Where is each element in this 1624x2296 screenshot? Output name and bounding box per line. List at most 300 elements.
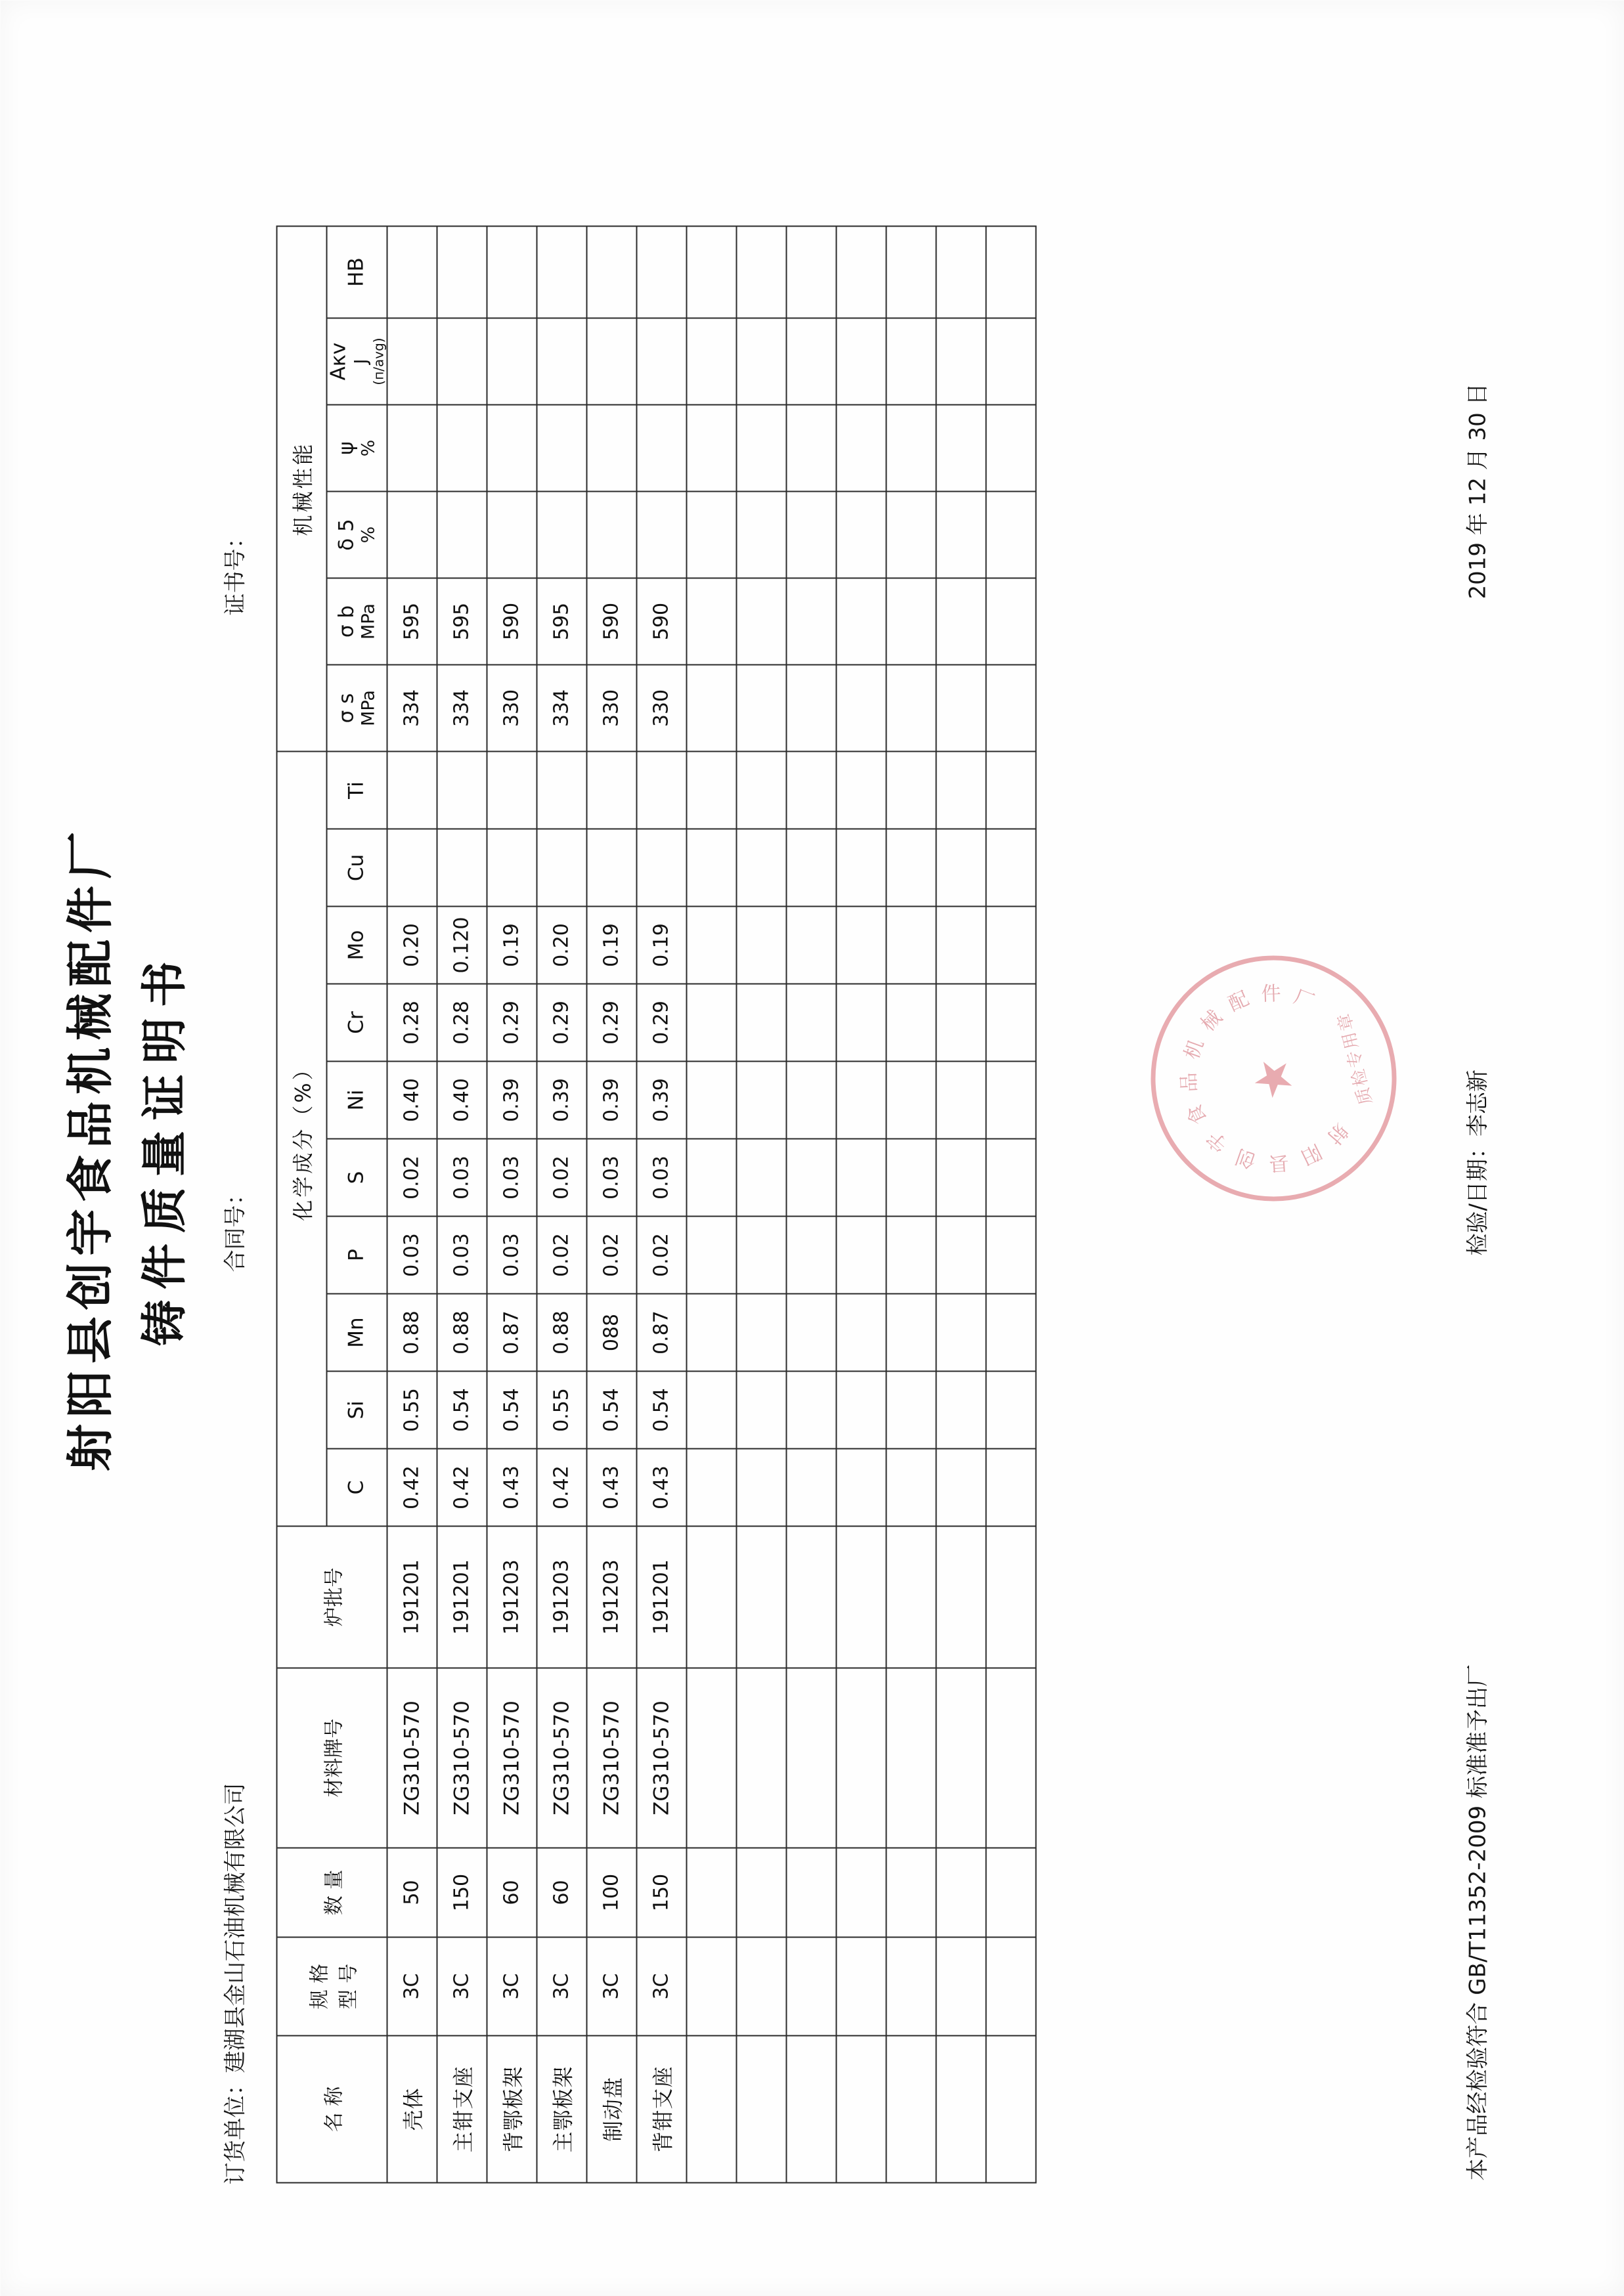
cell-cu [836, 829, 886, 906]
seal-ring-char: 射 [1321, 1118, 1353, 1149]
cell-si [836, 1371, 886, 1448]
cell-hb [786, 226, 836, 318]
cell-spec [836, 1937, 886, 2035]
cell-spec [986, 1937, 1036, 2035]
cell-heat [936, 1526, 986, 1668]
inspector-name: 李志新 [1464, 1069, 1491, 1137]
cell-cu [886, 829, 936, 906]
seal-star-icon: ★ [1242, 1050, 1305, 1106]
cell-mo [786, 906, 836, 984]
cell-qty: 100 [586, 1848, 636, 1937]
table-row [786, 226, 836, 2182]
page-title: 铸件质量证明书 [137, 950, 191, 1346]
cell-psi [736, 404, 786, 491]
cell-material: ZG310-570 [636, 1668, 686, 1848]
group-header-mechanical: 机械性能 [276, 226, 326, 751]
cell-p [836, 1216, 886, 1293]
cell-mo: 0.19 [487, 906, 537, 984]
table-row [986, 226, 1036, 2182]
cell-c: 0.43 [487, 1448, 537, 1526]
cell-ni: 0.40 [387, 1061, 437, 1138]
cell-qty [686, 1848, 736, 1937]
cell-p: 0.02 [537, 1216, 586, 1293]
cell-name [936, 2035, 986, 2182]
table-row [936, 226, 986, 2182]
col-header-akv [326, 318, 387, 404]
cell-hb [686, 226, 736, 318]
seal-ring-char: 创 [1232, 1143, 1259, 1172]
cell-c [786, 1448, 836, 1526]
seal-ring-char: 食 [1182, 1100, 1212, 1129]
cell-mn: 0.88 [437, 1293, 487, 1371]
cell-mn: 0.88 [387, 1293, 437, 1371]
cell-mn: 088 [586, 1293, 636, 1371]
seal-ring-char: 阳 [1296, 1138, 1325, 1169]
col-header-name: 名 称 [276, 2035, 387, 2182]
cell-mo [886, 906, 936, 984]
table-row [586, 226, 636, 2182]
cell-name [986, 2035, 1036, 2182]
cell-hb [836, 226, 886, 318]
cell-ti [986, 751, 1036, 829]
cell-cr [686, 984, 736, 1061]
cell-akv [537, 318, 586, 404]
cell-hb [986, 226, 1036, 318]
col-header-akv-unit: J [350, 358, 371, 364]
company-title: 射阳县创宇食品机械配件厂 [62, 825, 118, 1471]
cell-c: 0.42 [387, 1448, 437, 1526]
cell-delta5 [786, 491, 836, 578]
col-header-akv-note: (п/avg) [370, 337, 386, 385]
table-row [387, 226, 437, 2182]
cell-p: 0.02 [636, 1216, 686, 1293]
cell-ni [786, 1061, 836, 1138]
cell-material [736, 1668, 786, 1848]
table-row [437, 226, 487, 2182]
cell-name: 主鄂板架 [537, 2035, 586, 2182]
col-header-material: 材料牌号 [276, 1668, 387, 1848]
cell-sigma-s: 334 [437, 664, 487, 751]
cell-spec [936, 1937, 986, 2035]
seal-ring-char: 机 [1179, 1035, 1208, 1062]
cell-qty [836, 1848, 886, 1937]
certificate-field [217, 526, 249, 615]
col-header-mn: Mn [326, 1293, 387, 1371]
table-row [836, 226, 886, 2182]
cell-ni [736, 1061, 786, 1138]
cell-ti [387, 751, 437, 829]
cell-cu [537, 829, 586, 906]
cell-mn: 0.87 [636, 1293, 686, 1371]
col-header-qty: 数 量 [276, 1848, 387, 1937]
col-header-c: C [326, 1448, 387, 1526]
cell-delta5 [586, 491, 636, 578]
cell-cr [736, 984, 786, 1061]
cell-hb [736, 226, 786, 318]
company-seal-stamp [1124, 929, 1422, 1226]
cell-s [786, 1138, 836, 1216]
cell-ni [886, 1061, 936, 1138]
standard-statement: 本产品经检验符合 GB/T11352-2009 标准准予出厂 [1464, 1664, 1491, 2180]
cell-cr: 0.28 [387, 984, 437, 1061]
cell-s [686, 1138, 736, 1216]
cell-ti [886, 751, 936, 829]
seal-ring-char: 县 [1267, 1150, 1289, 1175]
cell-akv [936, 318, 986, 404]
col-header-p: P [326, 1216, 387, 1293]
cell-ti [736, 751, 786, 829]
cell-hb [537, 226, 586, 318]
cell-ti [786, 751, 836, 829]
col-header-akv-symbol: Aκv [326, 342, 350, 380]
title-block [60, 0, 192, 2296]
cell-name: 制动盘 [586, 2035, 636, 2182]
cell-mo: 0.19 [586, 906, 636, 984]
cell-qty: 50 [387, 1848, 437, 1937]
contract-label: 合同号： [222, 1182, 248, 1272]
cell-s: 0.03 [586, 1138, 636, 1216]
col-header-ni: Ni [326, 1061, 387, 1138]
col-header-delta5 [326, 491, 387, 578]
cell-cu [686, 829, 736, 906]
customer-label: 订货单位： [222, 2073, 248, 2184]
col-header-spec-line2: 型 号 [336, 1963, 360, 2009]
cell-akv [387, 318, 437, 404]
cell-cr: 0.29 [636, 984, 686, 1061]
cell-mn [936, 1293, 986, 1371]
seal-ring-text [1130, 935, 1416, 1221]
cell-heat [886, 1526, 936, 1668]
cell-ti [586, 751, 636, 829]
cell-heat: 191203 [586, 1526, 636, 1668]
table-head [276, 226, 387, 2182]
table-body [387, 226, 1036, 2182]
contract-field [217, 1182, 249, 1272]
cell-material [886, 1668, 936, 1848]
cell-delta5 [686, 491, 736, 578]
cell-si: 0.55 [387, 1371, 437, 1448]
cell-heat [686, 1526, 736, 1668]
cell-sigma-s: 330 [636, 664, 686, 751]
cell-si [736, 1371, 786, 1448]
cell-akv [836, 318, 886, 404]
cell-spec: 3C [487, 1937, 537, 2035]
certificate-label: 证书号： [222, 526, 248, 615]
cell-delta5 [936, 491, 986, 578]
cell-akv [437, 318, 487, 404]
cell-mn [686, 1293, 736, 1371]
seal-bottom-text: 质检专用章 [1334, 1009, 1376, 1107]
cell-spec: 3C [437, 1937, 487, 2035]
cell-sigma-s: 330 [586, 664, 636, 751]
col-header-sigma-s-unit: MPa [358, 689, 379, 726]
cell-heat [836, 1526, 886, 1668]
cell-cu [786, 829, 836, 906]
cell-psi [886, 404, 936, 491]
table-row [487, 226, 537, 2182]
cell-hb [936, 226, 986, 318]
cell-ni: 0.40 [437, 1061, 487, 1138]
cell-material [786, 1668, 836, 1848]
cell-p: 0.02 [586, 1216, 636, 1293]
cell-psi [686, 404, 736, 491]
cell-mo: 0.20 [537, 906, 586, 984]
cell-sigma-b [686, 578, 736, 664]
cell-psi [986, 404, 1036, 491]
certificate-table-wrap [276, 225, 1036, 2183]
cell-material [986, 1668, 1036, 1848]
cell-si: 0.54 [487, 1371, 537, 1448]
cell-ti [686, 751, 736, 829]
cell-sigma-b [886, 578, 936, 664]
cell-ni [836, 1061, 886, 1138]
cell-akv [586, 318, 636, 404]
seal-ring-char: 厂 [1290, 985, 1317, 1014]
cell-spec: 3C [537, 1937, 586, 2035]
cell-p [786, 1216, 836, 1293]
cell-si [886, 1371, 936, 1448]
cell-ti [487, 751, 537, 829]
cell-name: 壳体 [387, 2035, 437, 2182]
issue-date: 2019 年 12 月 30 日 [1464, 382, 1491, 599]
cell-akv [786, 318, 836, 404]
col-header-spec [276, 1937, 387, 2035]
cell-name [736, 2035, 786, 2182]
cell-sigma-b [786, 578, 836, 664]
col-header-delta5-symbol: δ 5 [334, 518, 358, 551]
cell-cr: 0.29 [487, 984, 537, 1061]
cell-qty: 60 [487, 1848, 537, 1937]
col-header-s: S [326, 1138, 387, 1216]
cell-heat: 191201 [636, 1526, 686, 1668]
col-header-sigma-b [326, 578, 387, 664]
cell-mo: 0.20 [387, 906, 437, 984]
cell-s [736, 1138, 786, 1216]
cell-c [886, 1448, 936, 1526]
cell-mo: 0.19 [636, 906, 686, 984]
cell-sigma-b: 595 [537, 578, 586, 664]
cell-s [836, 1138, 886, 1216]
cell-delta5 [986, 491, 1036, 578]
cell-c [986, 1448, 1036, 1526]
certificate-table [276, 225, 1036, 2183]
cell-material: ZG310-570 [487, 1668, 537, 1848]
cell-akv [686, 318, 736, 404]
group-header-row [276, 226, 326, 2182]
cell-akv [736, 318, 786, 404]
col-header-cu: Cu [326, 829, 387, 906]
col-header-sigma-b-symbol: σ b [334, 605, 358, 638]
cell-cu [487, 829, 537, 906]
cell-si: 0.54 [636, 1371, 686, 1448]
cell-cu [986, 829, 1036, 906]
cell-heat [986, 1526, 1036, 1668]
seal-ring-char: 配 [1224, 986, 1252, 1016]
cell-delta5 [836, 491, 886, 578]
cell-mn [986, 1293, 1036, 1371]
cell-sigma-s [786, 664, 836, 751]
cell-sigma-s: 330 [487, 664, 537, 751]
cell-cu [586, 829, 636, 906]
inspector-field [1459, 1070, 1491, 1255]
col-header-psi-unit: % [358, 439, 379, 456]
cell-mo [936, 906, 986, 984]
cell-sigma-s [836, 664, 886, 751]
cell-p [936, 1216, 986, 1293]
cell-psi [936, 404, 986, 491]
cell-spec [786, 1937, 836, 2035]
cell-ti [836, 751, 886, 829]
cell-ni [986, 1061, 1036, 1138]
cell-spec [886, 1937, 936, 2035]
cell-si: 0.54 [437, 1371, 487, 1448]
col-header-psi-symbol: ψ [334, 441, 358, 455]
cell-heat: 191203 [537, 1526, 586, 1668]
cell-delta5 [736, 491, 786, 578]
cell-c [736, 1448, 786, 1526]
cell-p [736, 1216, 786, 1293]
cell-heat [736, 1526, 786, 1668]
cell-spec [736, 1937, 786, 2035]
cell-psi [437, 404, 487, 491]
cell-si [986, 1371, 1036, 1448]
seal-ring-char: 械 [1196, 1005, 1227, 1036]
seal-ring-char: 品 [1177, 1072, 1201, 1093]
cell-spec [686, 1937, 736, 2035]
col-header-delta5-unit: % [358, 526, 379, 543]
cell-si: 0.55 [537, 1371, 586, 1448]
cell-delta5 [437, 491, 487, 578]
cell-c: 0.42 [437, 1448, 487, 1526]
cell-delta5 [387, 491, 437, 578]
cell-mn: 0.88 [537, 1293, 586, 1371]
cell-cr [986, 984, 1036, 1061]
cell-p [686, 1216, 736, 1293]
cell-psi [537, 404, 586, 491]
cell-delta5 [886, 491, 936, 578]
cell-heat: 191201 [437, 1526, 487, 1668]
cell-mn: 0.87 [487, 1293, 537, 1371]
cell-hb [636, 226, 686, 318]
cell-cr: 0.28 [437, 984, 487, 1061]
cell-s [886, 1138, 936, 1216]
inspector-label: 检验/日期： [1464, 1136, 1491, 1255]
table-row [686, 226, 736, 2182]
cell-delta5 [636, 491, 686, 578]
cell-mo: 0.120 [437, 906, 487, 984]
cell-psi [786, 404, 836, 491]
cell-sigma-b [736, 578, 786, 664]
cell-c [936, 1448, 986, 1526]
cell-mn [736, 1293, 786, 1371]
cell-ni: 0.39 [487, 1061, 537, 1138]
cell-name [686, 2035, 736, 2182]
cell-material: ZG310-570 [437, 1668, 487, 1848]
group-header-chemical: 化学成分（%） [276, 751, 326, 1526]
cell-sigma-s [936, 664, 986, 751]
cell-p [986, 1216, 1036, 1293]
col-header-hb: HB [326, 226, 387, 318]
cell-name [886, 2035, 936, 2182]
cell-cr [786, 984, 836, 1061]
seal-ring-char: 件 [1260, 982, 1281, 1006]
cell-hb [437, 226, 487, 318]
col-header-sigma-s-symbol: σ s [334, 693, 358, 723]
cell-hb [487, 226, 537, 318]
cell-delta5 [537, 491, 586, 578]
cell-ni [936, 1061, 986, 1138]
cell-psi [636, 404, 686, 491]
cell-ti [437, 751, 487, 829]
col-header-psi [326, 404, 387, 491]
cell-name: 背钳支座 [636, 2035, 686, 2182]
cell-qty: 150 [437, 1848, 487, 1937]
cell-p: 0.03 [387, 1216, 437, 1293]
cell-sigma-b: 590 [586, 578, 636, 664]
col-header-ti: Ti [326, 751, 387, 829]
table-row [537, 226, 586, 2182]
cell-c [836, 1448, 886, 1526]
cell-sigma-b: 595 [437, 578, 487, 664]
cell-qty [886, 1848, 936, 1937]
cell-mo [986, 906, 1036, 984]
cell-mo [736, 906, 786, 984]
cell-p [886, 1216, 936, 1293]
cell-s: 0.03 [437, 1138, 487, 1216]
cell-ni [686, 1061, 736, 1138]
col-header-heat: 炉批号 [276, 1526, 387, 1668]
seal-ring-char: 宇 [1202, 1125, 1233, 1156]
cell-name: 主钳支座 [437, 2035, 487, 2182]
cell-akv [487, 318, 537, 404]
cell-si: 0.54 [586, 1371, 636, 1448]
cell-qty: 60 [537, 1848, 586, 1937]
cell-s: 0.03 [636, 1138, 686, 1216]
cell-s [986, 1138, 1036, 1216]
cell-name [836, 2035, 886, 2182]
col-header-sigma-s [326, 664, 387, 751]
cell-s: 0.02 [537, 1138, 586, 1216]
cell-sigma-s [686, 664, 736, 751]
cell-cu [936, 829, 986, 906]
cell-psi [387, 404, 437, 491]
cell-ni: 0.39 [586, 1061, 636, 1138]
cell-sigma-s: 334 [387, 664, 437, 751]
customer-value: 建湖县金山石油机械有限公司 [222, 1783, 248, 2073]
cell-sigma-b [836, 578, 886, 664]
cell-qty: 150 [636, 1848, 686, 1937]
cell-heat [786, 1526, 836, 1668]
cell-cu [387, 829, 437, 906]
cell-qty [936, 1848, 986, 1937]
cell-heat: 191203 [487, 1526, 537, 1668]
cell-hb [586, 226, 636, 318]
cell-hb [387, 226, 437, 318]
cell-material [936, 1668, 986, 1848]
cell-sigma-b: 590 [487, 578, 537, 664]
cell-akv [886, 318, 936, 404]
cell-spec: 3C [387, 1937, 437, 2035]
col-header-sigma-b-unit: MPa [358, 603, 379, 639]
cell-mo [836, 906, 886, 984]
cell-psi [586, 404, 636, 491]
cell-material: ZG310-570 [586, 1668, 636, 1848]
table-row [636, 226, 686, 2182]
table-row [886, 226, 936, 2182]
cell-material: ZG310-570 [537, 1668, 586, 1848]
cell-c: 0.43 [636, 1448, 686, 1526]
table-row [736, 226, 786, 2182]
